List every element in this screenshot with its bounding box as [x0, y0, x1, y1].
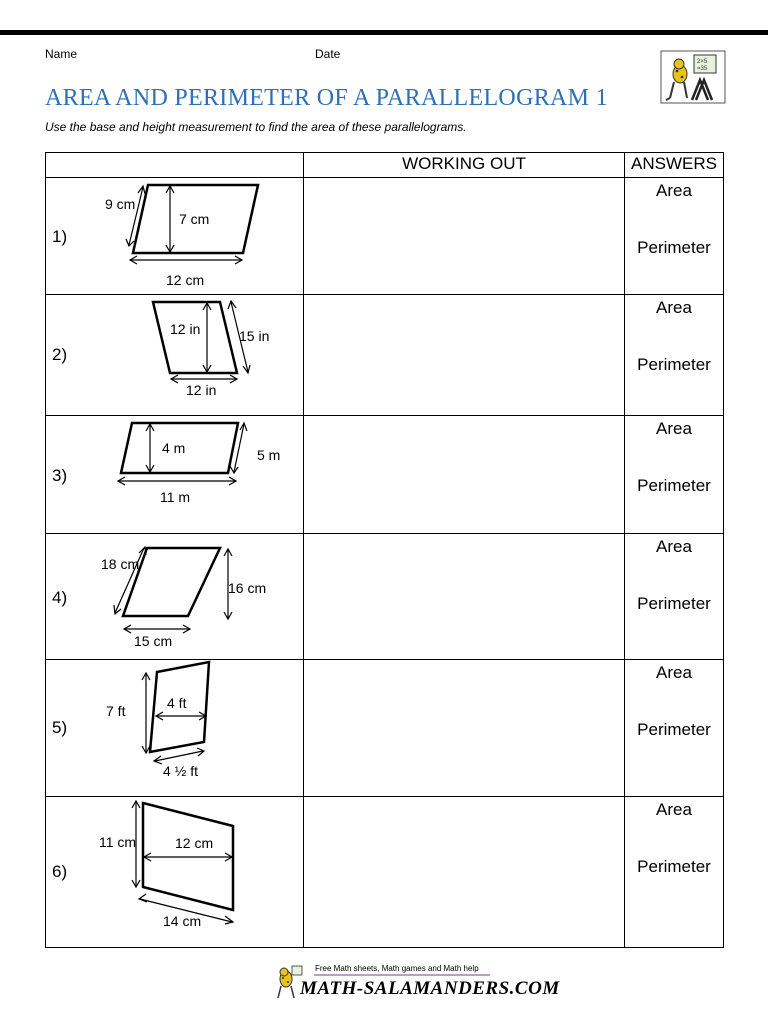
- side-label: 11 cm: [99, 834, 137, 850]
- problem-number: 2): [52, 345, 68, 364]
- parallelogram-figure-5: [45, 660, 303, 796]
- base-label: 11 m: [160, 489, 191, 505]
- perimeter-label: Perimeter: [637, 476, 711, 495]
- problem-number: 3): [52, 466, 68, 485]
- height-label: 12 cm: [175, 835, 214, 851]
- problem-number: 1): [52, 227, 68, 246]
- area-label: Area: [656, 298, 692, 317]
- area-label: Area: [656, 181, 692, 200]
- parallelogram-figure-3: [45, 416, 303, 534]
- area-label: Area: [656, 663, 692, 682]
- working-out-header: WORKING OUT: [402, 154, 526, 173]
- side-label: 15 in: [239, 328, 270, 344]
- area-label: Area: [656, 800, 692, 819]
- base-label: 12 in: [186, 382, 217, 398]
- problem-number: 4): [52, 588, 68, 607]
- instructions: Use the base and height measurement to find the area of these parallelograms.: [45, 120, 467, 134]
- perimeter-label: Perimeter: [637, 720, 711, 739]
- svg-text:2×5: 2×5: [697, 59, 708, 65]
- height-label: 16 cm: [228, 580, 267, 596]
- perimeter-label: Perimeter: [637, 594, 711, 613]
- height-label: 7 cm: [179, 211, 210, 227]
- side-label: 5 m: [257, 447, 281, 463]
- salamander-logo-icon: [660, 50, 726, 104]
- height-label: 4 m: [162, 440, 186, 456]
- parallelogram-figure-6: [45, 797, 303, 947]
- base-label: 15 cm: [134, 633, 173, 649]
- perimeter-label: Perimeter: [637, 238, 711, 257]
- parallelogram-figure-4: [45, 534, 303, 660]
- side-label: 18 cm: [101, 556, 140, 572]
- side-label: 9 cm: [105, 196, 136, 212]
- area-label: Area: [656, 537, 692, 556]
- svg-text:=35: =35: [697, 66, 708, 72]
- name-label: Name: [45, 47, 78, 61]
- worksheet-title: AREA AND PERIMETER OF A PARALLELOGRAM 1: [45, 85, 608, 111]
- side-label: 7 ft: [106, 703, 126, 719]
- footer-tagline: Free Math sheets, Math games and Math help: [315, 964, 479, 973]
- date-label: Date: [315, 47, 341, 61]
- problem-number: 5): [52, 718, 68, 737]
- base-label: 4 ½ ft: [163, 763, 199, 779]
- height-label: 4 ft: [167, 695, 187, 711]
- base-label: 12 cm: [166, 272, 205, 288]
- perimeter-label: Perimeter: [637, 857, 711, 876]
- parallelogram-figure-1: [45, 178, 303, 295]
- top-rule: [0, 30, 768, 35]
- perimeter-label: Perimeter: [637, 355, 711, 374]
- problem-number: 6): [52, 862, 68, 881]
- base-label: 14 cm: [163, 913, 202, 929]
- height-label: 12 in: [170, 321, 201, 337]
- area-label: Area: [656, 419, 692, 438]
- parallelogram-figure-2: [45, 295, 303, 415]
- footer-brand[interactable]: MATH-SALAMANDERS.COM: [300, 978, 560, 999]
- answers-header: ANSWERS: [631, 154, 717, 173]
